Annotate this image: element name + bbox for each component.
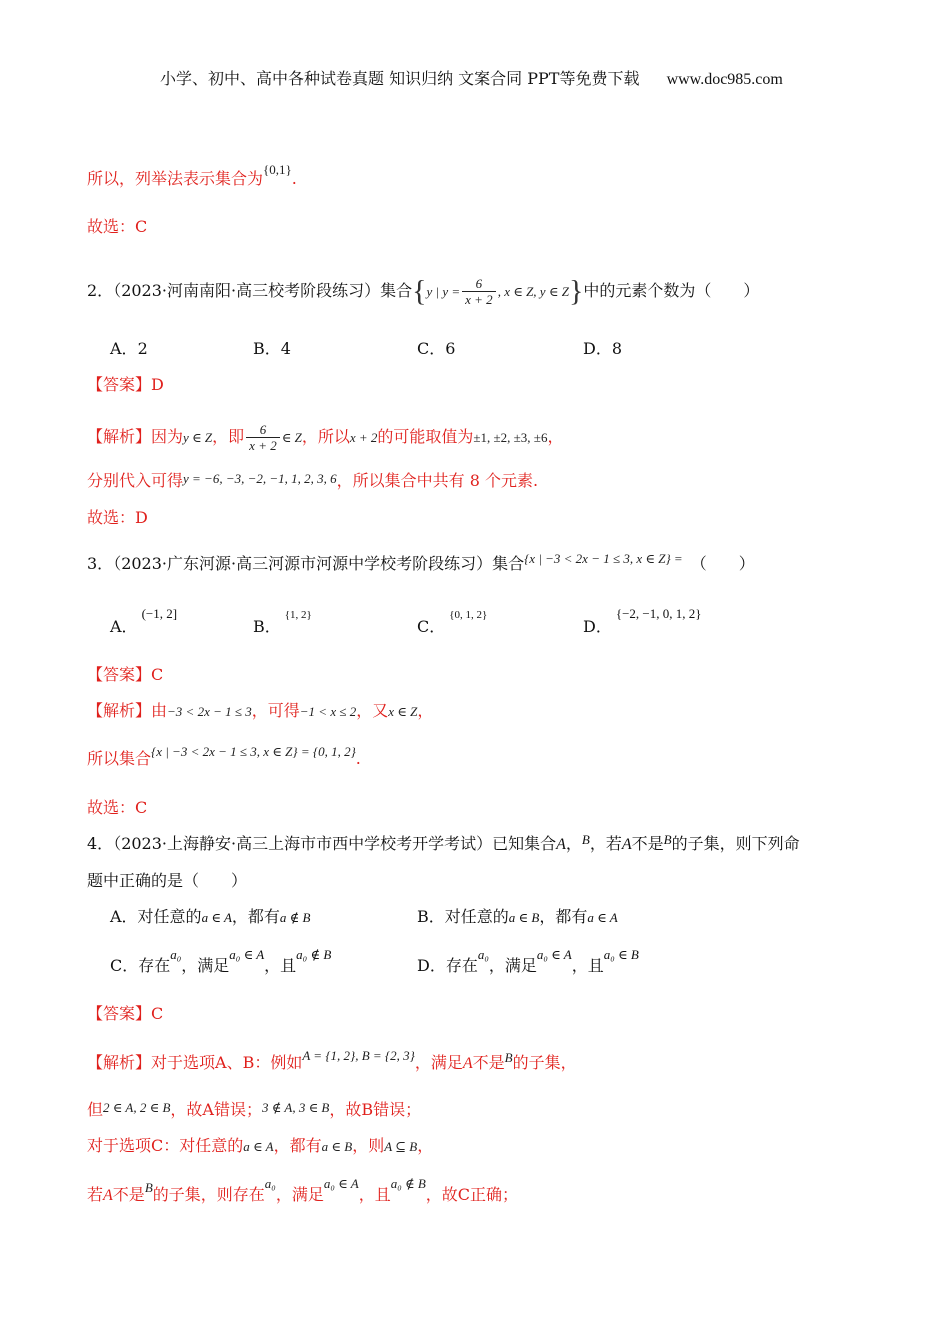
q3-option-c: C．{0, 1, 2} xyxy=(417,609,488,636)
q4-option-c: C．存在a₀，满足a₀ ∈ A，且a₀ ∉ B xyxy=(110,947,332,975)
q2-analysis-line1: 【解析】因为y ∈ Z，即 $\frac{6}{x + 2}$ ∈ Z，所以x + 2的可能取值为±1, ±2, ±3, ±6， xyxy=(87,422,564,453)
q4-stem-line1: 4．（2023·上海静安·高三上海市市西中学校考开学考试）已知集合A，B，若A不是B的子集，则下列命 xyxy=(87,832,800,853)
q2-option-b: B．4 xyxy=(253,339,291,358)
header-site: www.doc985.com xyxy=(666,71,783,88)
q4-option-b: B．对任意的a ∈ B，都有a ∈ A xyxy=(417,907,618,926)
q4-option-d: D．存在a₀，满足a₀ ∈ A，且a₀ ∈ B xyxy=(417,947,639,975)
q3-answer: 【答案】C xyxy=(87,665,164,684)
math-set: {0,1} xyxy=(263,162,292,177)
q2-choose: 故选：D xyxy=(87,508,148,527)
q4-option-a: A．对任意的a ∈ A，都有a ∉ B xyxy=(110,907,311,926)
q4-analysis-line4: 若A不是B的子集，则存在a₀，满足a₀ ∈ A，且a₀ ∉ B，故C正确； xyxy=(87,1176,519,1204)
q4-analysis-line3: 对于选项C：对任意的a ∈ A，都有a ∈ B，则A ⊆ B， xyxy=(87,1136,434,1155)
sol1-conclusion: 所以，列举法表示集合为{0,1}. xyxy=(87,168,297,191)
q2-option-a: A．2 xyxy=(110,339,148,358)
q2-option-c: C．6 xyxy=(417,339,456,358)
sol1-choose: 故选：C xyxy=(87,217,148,236)
q4-analysis-line1: 【解析】对于选项A、B：例如A = {1, 2}, B = {2, 3}，满足A不是B的子集， xyxy=(87,1048,577,1072)
page-header xyxy=(160,68,783,91)
q3-choose: 故选：C xyxy=(87,798,148,817)
q4-stem-line2: 题中正确的是（ ） xyxy=(87,871,248,890)
q4-analysis-line2: 但2 ∈ A, 2 ∈ B，故A错误；3 ∉ A, 3 ∈ B，故B错误； xyxy=(87,1100,422,1119)
q4-answer: 【答案】C xyxy=(87,1004,164,1023)
q3-option-a: A．(−1, 2] xyxy=(110,606,178,636)
q3-option-b: B．{1, 2} xyxy=(253,609,312,636)
header-text: 小学、初中、高中各种试卷真题 知识归纳 文案合同 PPT等免费下载 xyxy=(160,69,640,88)
q3-stem: 3．（2023·广东河源·高三河源市河源中学校考阶段练习）集合{x | −3 < 2x − 1 ≤ 3, x ∈ Z} = （ ） xyxy=(87,551,755,573)
math-fraction: $\frac{6}{x + 2}$ xyxy=(462,276,496,307)
q2-stem: 2．（2023·河南南阳·高三校考阶段练习）集合{y | y = $\frac{6}{x + 2}$ , x ∈ Z, y ∈ Z}中的元素个数为（ ） xyxy=(87,274,760,308)
q2-analysis-line2: 分别代入可得y = −6, −3, −2, −1, 1, 2, 3, 6，所以集合中共有 8 个元素. xyxy=(87,471,539,490)
q3-analysis-line2: 所以集合{x | −3 < 2x − 1 ≤ 3, x ∈ Z} = {0, 1, 2}. xyxy=(87,744,361,768)
math-fraction: $\frac{6}{x + 2}$ xyxy=(246,422,280,453)
q3-option-d: D．{−2, −1, 0, 1, 2} xyxy=(583,606,702,636)
q2-option-d: D．8 xyxy=(583,339,623,358)
q2-answer: 【答案】D xyxy=(87,375,164,394)
q3-analysis-line1: 【解析】由−3 < 2x − 1 ≤ 3，可得−1 < x ≤ 2，又x ∈ Z， xyxy=(87,701,434,720)
